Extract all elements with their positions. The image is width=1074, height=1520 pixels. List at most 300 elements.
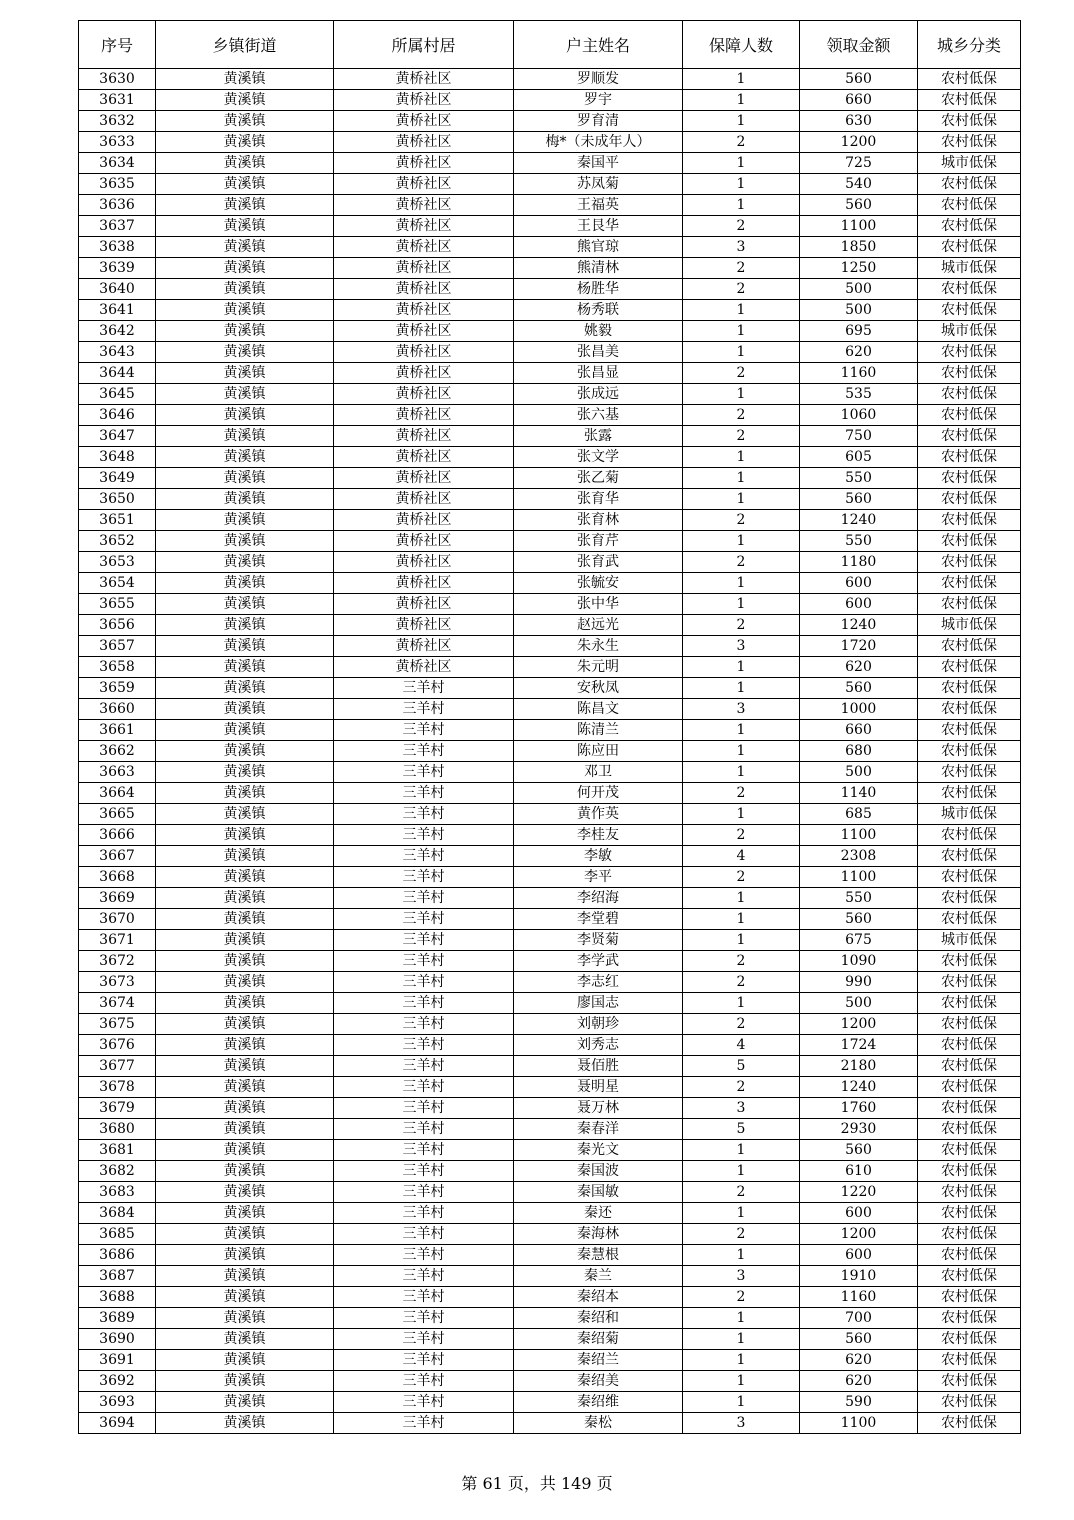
amount-cell: 1850 xyxy=(800,237,918,258)
name-cell: 张六基 xyxy=(514,405,683,426)
township-cell: 黄溪镇 xyxy=(156,972,334,993)
village-cell: 三羊村 xyxy=(334,699,514,720)
township-cell: 黄溪镇 xyxy=(156,678,334,699)
table-row xyxy=(79,594,1021,615)
township-cell: 黄溪镇 xyxy=(156,741,334,762)
amount-cell: 1100 xyxy=(800,825,918,846)
village-cell: 黄桥社区 xyxy=(334,531,514,552)
category-cell: 农村低保 xyxy=(918,993,1021,1014)
serial-cell: 3682 xyxy=(79,1161,156,1182)
village-cell: 黄桥社区 xyxy=(334,447,514,468)
amount-cell: 700 xyxy=(800,1308,918,1329)
village-cell: 三羊村 xyxy=(334,867,514,888)
category-cell: 农村低保 xyxy=(918,279,1021,300)
name-cell: 刘朝珍 xyxy=(514,1014,683,1035)
category-cell: 农村低保 xyxy=(918,720,1021,741)
amount-cell: 590 xyxy=(800,1392,918,1413)
covered-count-cell: 1 xyxy=(683,300,800,321)
category-cell: 农村低保 xyxy=(918,825,1021,846)
covered-count-cell: 2 xyxy=(683,1077,800,1098)
header-village: 所属村居 xyxy=(334,21,514,69)
serial-cell: 3635 xyxy=(79,174,156,195)
name-cell: 张文学 xyxy=(514,447,683,468)
serial-cell: 3694 xyxy=(79,1413,156,1434)
village-cell: 三羊村 xyxy=(334,951,514,972)
table-row xyxy=(79,69,1021,90)
name-cell: 何开茂 xyxy=(514,783,683,804)
table-row xyxy=(79,1350,1021,1371)
amount-cell: 1724 xyxy=(800,1035,918,1056)
covered-count-cell: 1 xyxy=(683,741,800,762)
serial-cell: 3645 xyxy=(79,384,156,405)
village-cell: 三羊村 xyxy=(334,720,514,741)
table-row xyxy=(79,1245,1021,1266)
village-cell: 黄桥社区 xyxy=(334,69,514,90)
name-cell: 陈清兰 xyxy=(514,720,683,741)
township-cell: 黄溪镇 xyxy=(156,1035,334,1056)
category-cell: 农村低保 xyxy=(918,1287,1021,1308)
covered-count-cell: 3 xyxy=(683,1413,800,1434)
name-cell: 杨秀联 xyxy=(514,300,683,321)
amount-cell: 600 xyxy=(800,1245,918,1266)
category-cell: 农村低保 xyxy=(918,741,1021,762)
amount-cell: 1100 xyxy=(800,867,918,888)
name-cell: 李平 xyxy=(514,867,683,888)
name-cell: 聂佰胜 xyxy=(514,1056,683,1077)
covered-count-cell: 3 xyxy=(683,237,800,258)
covered-count-cell: 2 xyxy=(683,279,800,300)
amount-cell: 1240 xyxy=(800,615,918,636)
serial-cell: 3639 xyxy=(79,258,156,279)
table-row xyxy=(79,1140,1021,1161)
amount-cell: 560 xyxy=(800,489,918,510)
serial-cell: 3689 xyxy=(79,1308,156,1329)
category-cell: 农村低保 xyxy=(918,1308,1021,1329)
village-cell: 黄桥社区 xyxy=(334,174,514,195)
serial-cell: 3671 xyxy=(79,930,156,951)
table-row xyxy=(79,426,1021,447)
category-cell: 农村低保 xyxy=(918,867,1021,888)
name-cell: 李贤菊 xyxy=(514,930,683,951)
village-cell: 三羊村 xyxy=(334,1308,514,1329)
amount-cell: 1910 xyxy=(800,1266,918,1287)
amount-cell: 620 xyxy=(800,657,918,678)
amount-cell: 560 xyxy=(800,1329,918,1350)
name-cell: 罗育清 xyxy=(514,111,683,132)
township-cell: 黄溪镇 xyxy=(156,405,334,426)
category-cell: 城市低保 xyxy=(918,258,1021,279)
amount-cell: 1060 xyxy=(800,405,918,426)
table-row xyxy=(79,468,1021,489)
amount-cell: 560 xyxy=(800,1140,918,1161)
category-cell: 农村低保 xyxy=(918,111,1021,132)
table-row xyxy=(79,342,1021,363)
township-cell: 黄溪镇 xyxy=(156,1287,334,1308)
covered-count-cell: 5 xyxy=(683,1056,800,1077)
village-cell: 黄桥社区 xyxy=(334,258,514,279)
township-cell: 黄溪镇 xyxy=(156,510,334,531)
amount-cell: 560 xyxy=(800,195,918,216)
table-row xyxy=(79,867,1021,888)
table-row xyxy=(79,993,1021,1014)
township-cell: 黄溪镇 xyxy=(156,1098,334,1119)
amount-cell: 620 xyxy=(800,1371,918,1392)
serial-cell: 3686 xyxy=(79,1245,156,1266)
serial-cell: 3664 xyxy=(79,783,156,804)
table-row xyxy=(79,531,1021,552)
covered-count-cell: 2 xyxy=(683,783,800,804)
serial-cell: 3659 xyxy=(79,678,156,699)
serial-cell: 3632 xyxy=(79,111,156,132)
township-cell: 黄溪镇 xyxy=(156,258,334,279)
amount-cell: 2308 xyxy=(800,846,918,867)
township-cell: 黄溪镇 xyxy=(156,90,334,111)
covered-count-cell: 1 xyxy=(683,657,800,678)
serial-cell: 3688 xyxy=(79,1287,156,1308)
serial-cell: 3676 xyxy=(79,1035,156,1056)
amount-cell: 630 xyxy=(800,111,918,132)
table-row xyxy=(79,1371,1021,1392)
township-cell: 黄溪镇 xyxy=(156,1329,334,1350)
amount-cell: 500 xyxy=(800,762,918,783)
category-cell: 农村低保 xyxy=(918,1161,1021,1182)
covered-count-cell: 3 xyxy=(683,1266,800,1287)
amount-cell: 1160 xyxy=(800,363,918,384)
covered-count-cell: 2 xyxy=(683,867,800,888)
name-cell: 秦松 xyxy=(514,1413,683,1434)
name-cell: 秦绍菊 xyxy=(514,1329,683,1350)
township-cell: 黄溪镇 xyxy=(156,783,334,804)
name-cell: 刘秀志 xyxy=(514,1035,683,1056)
header-householder: 户主姓名 xyxy=(514,21,683,69)
name-cell: 聂明星 xyxy=(514,1077,683,1098)
covered-count-cell: 1 xyxy=(683,1203,800,1224)
covered-count-cell: 1 xyxy=(683,531,800,552)
category-cell: 农村低保 xyxy=(918,552,1021,573)
covered-count-cell: 2 xyxy=(683,1182,800,1203)
township-cell: 黄溪镇 xyxy=(156,1056,334,1077)
covered-count-cell: 2 xyxy=(683,951,800,972)
name-cell: 朱元明 xyxy=(514,657,683,678)
covered-count-cell: 1 xyxy=(683,174,800,195)
township-cell: 黄溪镇 xyxy=(156,1161,334,1182)
serial-cell: 3637 xyxy=(79,216,156,237)
table-row xyxy=(79,195,1021,216)
township-cell: 黄溪镇 xyxy=(156,615,334,636)
name-cell: 邓卫 xyxy=(514,762,683,783)
covered-count-cell: 1 xyxy=(683,1245,800,1266)
serial-cell: 3657 xyxy=(79,636,156,657)
category-cell: 农村低保 xyxy=(918,951,1021,972)
township-cell: 黄溪镇 xyxy=(156,909,334,930)
name-cell: 张乙菊 xyxy=(514,468,683,489)
covered-count-cell: 1 xyxy=(683,1140,800,1161)
amount-cell: 560 xyxy=(800,69,918,90)
township-cell: 黄溪镇 xyxy=(156,1077,334,1098)
serial-cell: 3656 xyxy=(79,615,156,636)
amount-cell: 500 xyxy=(800,279,918,300)
serial-cell: 3668 xyxy=(79,867,156,888)
category-cell: 农村低保 xyxy=(918,1182,1021,1203)
category-cell: 农村低保 xyxy=(918,69,1021,90)
township-cell: 黄溪镇 xyxy=(156,69,334,90)
name-cell: 梅*（未成年人） xyxy=(514,132,683,153)
covered-count-cell: 3 xyxy=(683,1098,800,1119)
table-body xyxy=(79,69,1021,1434)
category-cell: 城市低保 xyxy=(918,930,1021,951)
name-cell: 张育华 xyxy=(514,489,683,510)
category-cell: 农村低保 xyxy=(918,1224,1021,1245)
village-cell: 黄桥社区 xyxy=(334,405,514,426)
table-row xyxy=(79,1203,1021,1224)
covered-count-cell: 2 xyxy=(683,615,800,636)
name-cell: 秦国敏 xyxy=(514,1182,683,1203)
serial-cell: 3640 xyxy=(79,279,156,300)
name-cell: 黄作英 xyxy=(514,804,683,825)
name-cell: 李敏 xyxy=(514,846,683,867)
amount-cell: 1180 xyxy=(800,552,918,573)
amount-cell: 660 xyxy=(800,720,918,741)
table-row xyxy=(79,321,1021,342)
name-cell: 秦光文 xyxy=(514,1140,683,1161)
name-cell: 张育芹 xyxy=(514,531,683,552)
category-cell: 农村低保 xyxy=(918,594,1021,615)
category-cell: 农村低保 xyxy=(918,342,1021,363)
serial-cell: 3662 xyxy=(79,741,156,762)
covered-count-cell: 1 xyxy=(683,153,800,174)
table-row xyxy=(79,90,1021,111)
serial-cell: 3681 xyxy=(79,1140,156,1161)
covered-count-cell: 2 xyxy=(683,216,800,237)
covered-count-cell: 2 xyxy=(683,258,800,279)
amount-cell: 675 xyxy=(800,930,918,951)
name-cell: 秦绍本 xyxy=(514,1287,683,1308)
name-cell: 张中华 xyxy=(514,594,683,615)
covered-count-cell: 1 xyxy=(683,594,800,615)
category-cell: 农村低保 xyxy=(918,384,1021,405)
category-cell: 农村低保 xyxy=(918,426,1021,447)
amount-cell: 1090 xyxy=(800,951,918,972)
category-cell: 农村低保 xyxy=(918,1014,1021,1035)
table-row xyxy=(79,153,1021,174)
name-cell: 李学武 xyxy=(514,951,683,972)
amount-cell: 560 xyxy=(800,909,918,930)
township-cell: 黄溪镇 xyxy=(156,447,334,468)
amount-cell: 1240 xyxy=(800,1077,918,1098)
amount-cell: 600 xyxy=(800,1203,918,1224)
table-row xyxy=(79,1035,1021,1056)
village-cell: 黄桥社区 xyxy=(334,468,514,489)
township-cell: 黄溪镇 xyxy=(156,279,334,300)
name-cell: 秦春洋 xyxy=(514,1119,683,1140)
category-cell: 城市低保 xyxy=(918,321,1021,342)
village-cell: 三羊村 xyxy=(334,1014,514,1035)
village-cell: 黄桥社区 xyxy=(334,132,514,153)
name-cell: 陈昌文 xyxy=(514,699,683,720)
covered-count-cell: 2 xyxy=(683,363,800,384)
amount-cell: 620 xyxy=(800,342,918,363)
category-cell: 农村低保 xyxy=(918,531,1021,552)
township-cell: 黄溪镇 xyxy=(156,216,334,237)
village-cell: 黄桥社区 xyxy=(334,636,514,657)
serial-cell: 3643 xyxy=(79,342,156,363)
township-cell: 黄溪镇 xyxy=(156,594,334,615)
serial-cell: 3685 xyxy=(79,1224,156,1245)
amount-cell: 560 xyxy=(800,678,918,699)
category-cell: 农村低保 xyxy=(918,678,1021,699)
village-cell: 三羊村 xyxy=(334,1077,514,1098)
township-cell: 黄溪镇 xyxy=(156,636,334,657)
table-row xyxy=(79,552,1021,573)
serial-cell: 3633 xyxy=(79,132,156,153)
serial-cell: 3648 xyxy=(79,447,156,468)
serial-cell: 3678 xyxy=(79,1077,156,1098)
serial-cell: 3667 xyxy=(79,846,156,867)
table-row xyxy=(79,720,1021,741)
table-row xyxy=(79,951,1021,972)
table-row xyxy=(79,405,1021,426)
category-cell: 城市低保 xyxy=(918,804,1021,825)
township-cell: 黄溪镇 xyxy=(156,426,334,447)
covered-count-cell: 1 xyxy=(683,69,800,90)
name-cell: 罗顺发 xyxy=(514,69,683,90)
village-cell: 黄桥社区 xyxy=(334,216,514,237)
amount-cell: 1720 xyxy=(800,636,918,657)
serial-cell: 3666 xyxy=(79,825,156,846)
name-cell: 熊官琼 xyxy=(514,237,683,258)
township-cell: 黄溪镇 xyxy=(156,552,334,573)
category-cell: 农村低保 xyxy=(918,573,1021,594)
amount-cell: 620 xyxy=(800,1350,918,1371)
category-cell: 农村低保 xyxy=(918,132,1021,153)
amount-cell: 1250 xyxy=(800,258,918,279)
name-cell: 安秋凤 xyxy=(514,678,683,699)
village-cell: 三羊村 xyxy=(334,762,514,783)
township-cell: 黄溪镇 xyxy=(156,1371,334,1392)
village-cell: 三羊村 xyxy=(334,1371,514,1392)
township-cell: 黄溪镇 xyxy=(156,930,334,951)
category-cell: 农村低保 xyxy=(918,1350,1021,1371)
covered-count-cell: 1 xyxy=(683,573,800,594)
covered-count-cell: 1 xyxy=(683,1350,800,1371)
category-cell: 农村低保 xyxy=(918,1056,1021,1077)
serial-cell: 3665 xyxy=(79,804,156,825)
table-row xyxy=(79,363,1021,384)
amount-cell: 1160 xyxy=(800,1287,918,1308)
table-row xyxy=(79,1224,1021,1245)
village-cell: 黄桥社区 xyxy=(334,552,514,573)
village-cell: 三羊村 xyxy=(334,804,514,825)
table-row xyxy=(79,447,1021,468)
table-row xyxy=(79,615,1021,636)
covered-count-cell: 1 xyxy=(683,909,800,930)
name-cell: 张昌美 xyxy=(514,342,683,363)
amount-cell: 600 xyxy=(800,573,918,594)
covered-count-cell: 2 xyxy=(683,132,800,153)
name-cell: 杨胜华 xyxy=(514,279,683,300)
serial-cell: 3655 xyxy=(79,594,156,615)
amount-cell: 2180 xyxy=(800,1056,918,1077)
village-cell: 黄桥社区 xyxy=(334,342,514,363)
serial-cell: 3661 xyxy=(79,720,156,741)
serial-cell: 3690 xyxy=(79,1329,156,1350)
category-cell: 农村低保 xyxy=(918,468,1021,489)
village-cell: 三羊村 xyxy=(334,1392,514,1413)
amount-cell: 500 xyxy=(800,993,918,1014)
village-cell: 黄桥社区 xyxy=(334,237,514,258)
village-cell: 黄桥社区 xyxy=(334,279,514,300)
table-row xyxy=(79,930,1021,951)
township-cell: 黄溪镇 xyxy=(156,321,334,342)
table-row xyxy=(79,909,1021,930)
header-amount: 领取金额 xyxy=(800,21,918,69)
category-cell: 农村低保 xyxy=(918,1077,1021,1098)
village-cell: 三羊村 xyxy=(334,678,514,699)
table-row xyxy=(79,1182,1021,1203)
amount-cell: 1220 xyxy=(800,1182,918,1203)
serial-cell: 3693 xyxy=(79,1392,156,1413)
serial-cell: 3636 xyxy=(79,195,156,216)
amount-cell: 660 xyxy=(800,90,918,111)
category-cell: 农村低保 xyxy=(918,1266,1021,1287)
village-cell: 三羊村 xyxy=(334,825,514,846)
name-cell: 张昌显 xyxy=(514,363,683,384)
township-cell: 黄溪镇 xyxy=(156,1140,334,1161)
low-income-roster-table xyxy=(78,20,1021,1434)
category-cell: 农村低保 xyxy=(918,1119,1021,1140)
village-cell: 黄桥社区 xyxy=(334,615,514,636)
serial-cell: 3663 xyxy=(79,762,156,783)
category-cell: 农村低保 xyxy=(918,1098,1021,1119)
covered-count-cell: 2 xyxy=(683,552,800,573)
name-cell: 秦国平 xyxy=(514,153,683,174)
covered-count-cell: 1 xyxy=(683,1329,800,1350)
covered-count-cell: 5 xyxy=(683,1119,800,1140)
table-row xyxy=(79,762,1021,783)
category-cell: 农村低保 xyxy=(918,1413,1021,1434)
category-cell: 农村低保 xyxy=(918,762,1021,783)
table-row xyxy=(79,657,1021,678)
township-cell: 黄溪镇 xyxy=(156,720,334,741)
township-cell: 黄溪镇 xyxy=(156,1413,334,1434)
serial-cell: 3672 xyxy=(79,951,156,972)
township-cell: 黄溪镇 xyxy=(156,363,334,384)
name-cell: 秦兰 xyxy=(514,1266,683,1287)
table-row xyxy=(79,804,1021,825)
category-cell: 农村低保 xyxy=(918,909,1021,930)
township-cell: 黄溪镇 xyxy=(156,195,334,216)
category-cell: 农村低保 xyxy=(918,510,1021,531)
township-cell: 黄溪镇 xyxy=(156,573,334,594)
category-cell: 农村低保 xyxy=(918,1371,1021,1392)
serial-cell: 3638 xyxy=(79,237,156,258)
township-cell: 黄溪镇 xyxy=(156,846,334,867)
amount-cell: 990 xyxy=(800,972,918,993)
serial-cell: 3634 xyxy=(79,153,156,174)
table-row xyxy=(79,1056,1021,1077)
village-cell: 黄桥社区 xyxy=(334,153,514,174)
amount-cell: 610 xyxy=(800,1161,918,1182)
name-cell: 秦海林 xyxy=(514,1224,683,1245)
header-covered-count: 保障人数 xyxy=(683,21,800,69)
table-row xyxy=(79,1119,1021,1140)
name-cell: 李绍海 xyxy=(514,888,683,909)
township-cell: 黄溪镇 xyxy=(156,804,334,825)
name-cell: 朱永生 xyxy=(514,636,683,657)
village-cell: 三羊村 xyxy=(334,1119,514,1140)
name-cell: 秦绍兰 xyxy=(514,1350,683,1371)
township-cell: 黄溪镇 xyxy=(156,867,334,888)
